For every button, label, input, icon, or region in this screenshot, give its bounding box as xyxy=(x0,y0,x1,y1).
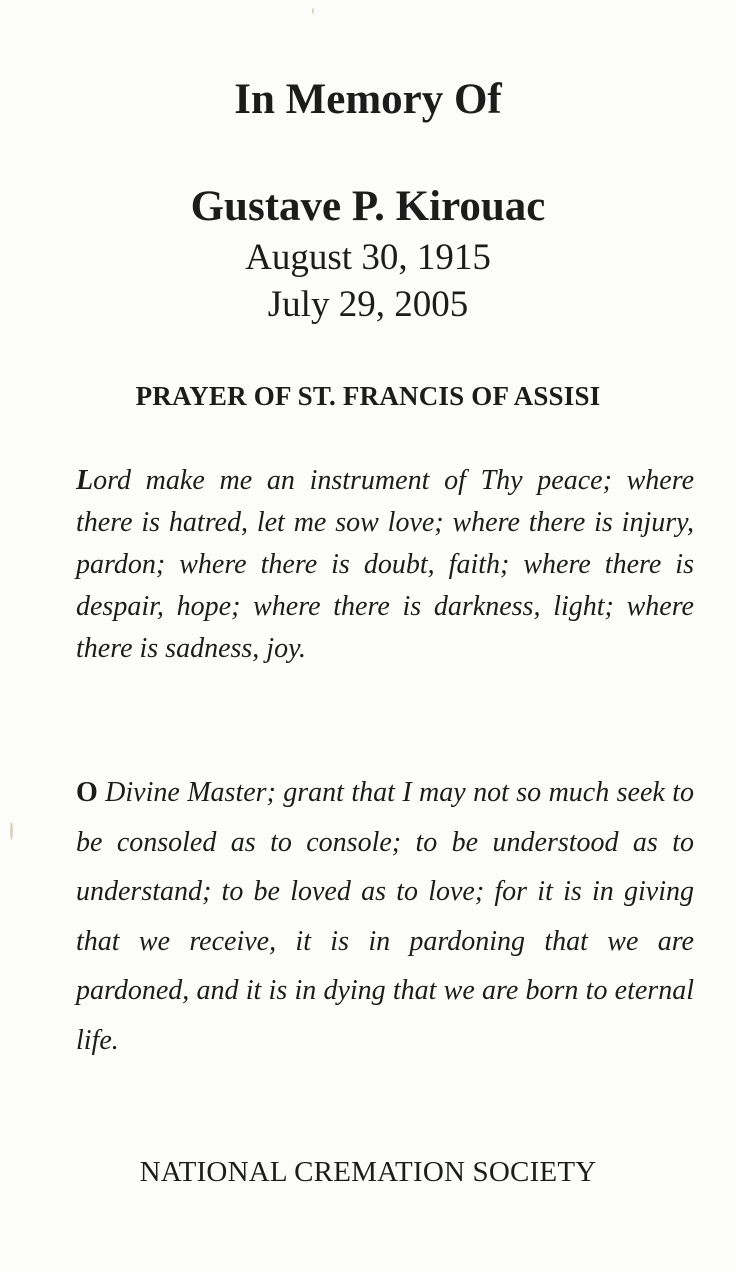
paragraph-1-initial: L xyxy=(76,465,94,496)
prayer-title: PRAYER OF ST. FRANCIS OF ASSISI xyxy=(135,381,601,411)
paragraph-2-initial: O xyxy=(76,777,98,808)
birth-date: August 30, 1915 xyxy=(245,237,491,278)
paragraph-2-text: Divine Master; grant that I may not so much seek to be consoled as to console; to be understood as to understand; to be loved as to love; for it is in giving that we receive, it is in pardoning that we are pardoned, and it is in dying that we are born to eternal life. xyxy=(76,777,694,1056)
memorial-heading: In Memory Of xyxy=(234,76,502,123)
paper-speck xyxy=(312,8,314,14)
prayer-paragraph-1 xyxy=(76,460,694,670)
deceased-name: Gustave P. Kirouac xyxy=(190,183,546,230)
death-date: July 29, 2005 xyxy=(267,284,469,325)
paragraph-1-text: ord make me an instrument of Thy peace; where there is hatred, let me sow love; where there is injury, pardon; where there is doubt, faith; where there is despair, hope; where there is darkness, light; where there is sadness, joy. xyxy=(76,465,694,664)
prayer-paragraph-2 xyxy=(76,768,694,1065)
paper-speck xyxy=(10,822,13,840)
society-footer: NATIONAL CREMATION SOCIETY xyxy=(139,1156,597,1188)
